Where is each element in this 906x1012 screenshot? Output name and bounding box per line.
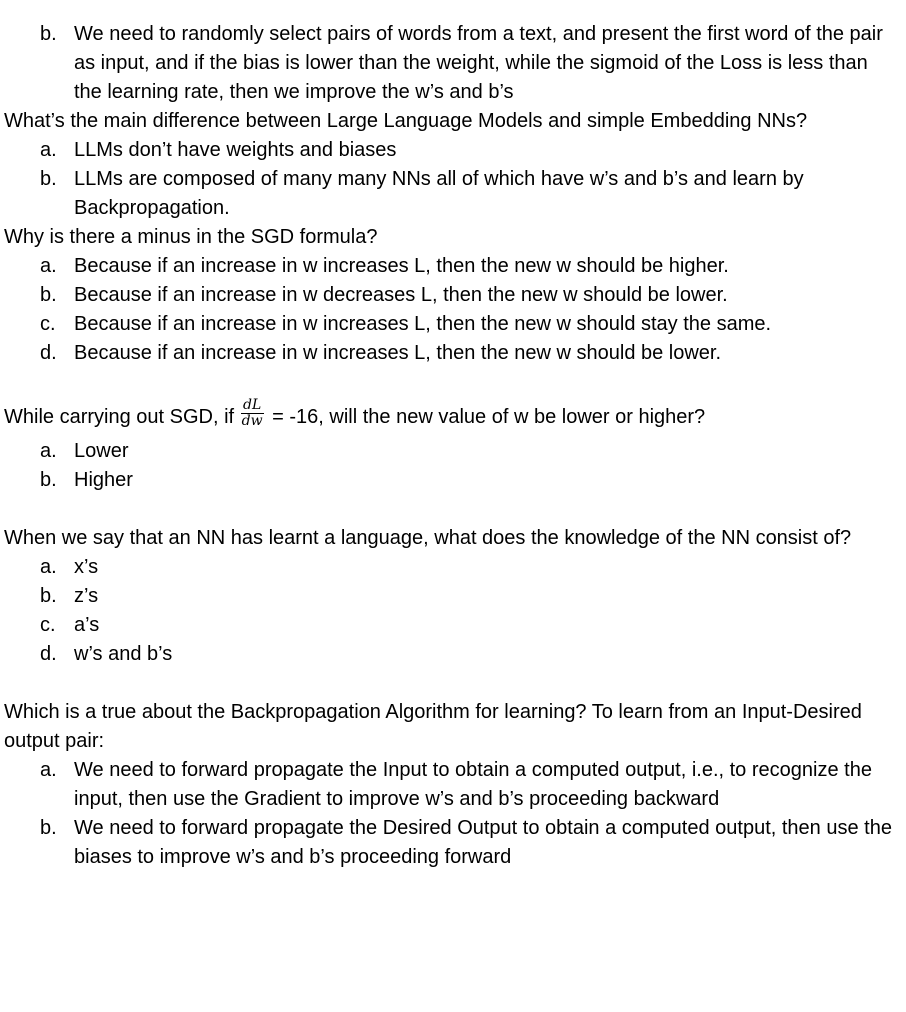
option-marker: a. [40,556,57,578]
option-text: a’s [74,614,100,636]
question-text: What’s the main difference between Large Language Models and simple Embedding NNs? [4,110,808,132]
answer-option [4,252,900,281]
option-marker: b. [40,585,57,607]
option-marker: b. [40,469,57,491]
question-text: When we say that an NN has learnt a language, what does the knowledge of the NN consist of? [4,527,852,549]
question-text-after: = -16, will the new value of w be lower or higher? [266,406,706,428]
option-marker: a. [40,759,57,781]
option-marker: d. [40,643,57,665]
option-marker: a. [40,440,57,462]
answer-option [4,756,900,814]
answer-option [4,553,900,582]
option-text: Because if an increase in w decreases L, then the new w should be lower. [74,284,728,306]
derivative-fraction [241,398,264,429]
answer-option [4,136,900,165]
option-text: LLMs are composed of many many NNs all of which have w’s and b’s and learn by Backpropagation. [74,168,804,219]
option-text: LLMs don’t have weights and biases [74,139,397,161]
option-text: w’s and b’s [74,643,173,665]
answer-option [4,281,900,310]
answer-option [4,611,900,640]
answer-option [4,339,900,368]
option-marker: b. [40,284,57,306]
question-text: Which is a true about the Backpropagation Algorithm for learning? To learn from an Input-Desired output pair: [4,701,862,752]
option-marker: b. [40,817,57,839]
option-text: z’s [74,585,99,607]
spacer [4,368,900,397]
question-text-before: While carrying out SGD, if [4,406,235,428]
option-marker: c. [40,313,56,335]
option-text: x’s [74,556,99,578]
answer-option [4,814,900,872]
document-page [4,20,900,872]
answer-option [4,165,900,223]
answer-option [4,20,900,107]
option-marker: a. [40,139,57,161]
option-marker: d. [40,342,57,364]
option-marker: b. [40,168,57,190]
fraction-denominator: dw [241,413,263,430]
fraction-numerator: dL [241,398,264,414]
spacer [4,495,900,524]
option-text: We need to randomly select pairs of words from a text, and present the first word of the pair as input, and if the bias is lower than the weight, while the sigmoid of the Loss is less than the learning rate, then we improve the w’s and b’s [74,23,883,103]
option-text: Higher [74,469,133,491]
spacer [4,669,900,698]
option-text: Lower [74,440,129,462]
option-marker: a. [40,255,57,277]
answer-option [4,437,900,466]
option-marker: b. [40,23,57,45]
option-text: We need to forward propagate the Desired Output to obtain a computed output, then use the biases to improve w’s and b’s proceeding forward [74,817,892,868]
option-marker: c. [40,614,56,636]
answer-option [4,640,900,669]
question-text-with-fraction [4,397,900,437]
question-text: Why is there a minus in the SGD formula? [4,226,378,248]
option-text: Because if an increase in w increases L, then the new w should be higher. [74,255,729,277]
option-text: Because if an increase in w increases L, then the new w should be lower. [74,342,722,364]
answer-option [4,310,900,339]
option-text: We need to forward propagate the Input to obtain a computed output, i.e., to recognize the input, then use the Gradient to improve w’s and b’s proceeding backward [74,759,872,810]
answer-option [4,466,900,495]
option-text: Because if an increase in w increases L, then the new w should stay the same. [74,313,772,335]
answer-option [4,582,900,611]
